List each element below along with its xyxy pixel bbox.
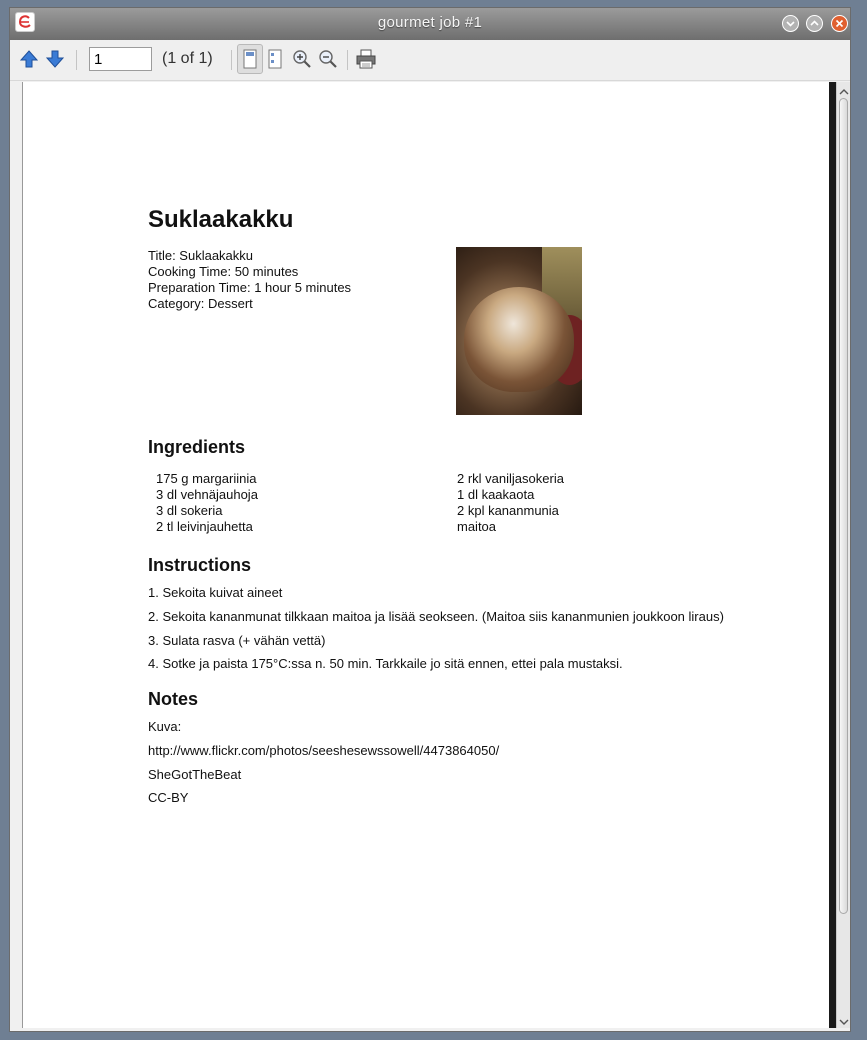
- ingredient-item: 175 g margariinia: [156, 471, 257, 486]
- instruction-step: 3. Sulata rasva (+ vähän vettä): [148, 633, 326, 648]
- zoom-in-icon: [292, 49, 312, 69]
- ingredient-item: 2 tl leivinjauhetta: [156, 519, 253, 534]
- title-bar[interactable]: [10, 8, 850, 40]
- note-line: CC-BY: [148, 790, 189, 805]
- maximize-button[interactable]: [806, 15, 823, 32]
- ingredients-heading: Ingredients: [148, 437, 246, 457]
- meta-category: Category: Dessert: [148, 296, 253, 311]
- ingredient-item: maitoa: [457, 519, 497, 534]
- instruction-step: 4. Sotke ja paista 175°C:ssa n. 50 min. Tarkkaile jo sitä ennen, ettei pala mustaksi.: [148, 656, 623, 671]
- ingredients-left-list: [156, 471, 258, 535]
- recipe-photo: [456, 247, 582, 415]
- instructions-heading: Instructions: [148, 555, 252, 575]
- toolbar: [10, 40, 850, 81]
- ingredient-item: 2 kpl kananmunia: [457, 503, 559, 518]
- ingredient-item: 1 dl kaakaota: [457, 487, 535, 502]
- print-button[interactable]: [355, 48, 377, 70]
- scroll-down-arrow-icon[interactable]: [839, 1014, 849, 1032]
- document-page: [22, 82, 829, 1028]
- toolbar-separator: [76, 50, 77, 70]
- toolbar-separator: [347, 50, 348, 70]
- zoom-in-button[interactable]: [291, 48, 313, 70]
- meta-title: Title: Suklaakakku: [148, 248, 254, 263]
- single-page-view-button[interactable]: [237, 44, 263, 74]
- previous-page-button[interactable]: [18, 48, 40, 70]
- ingredient-item: 3 dl sokeria: [156, 503, 223, 518]
- close-button[interactable]: [831, 15, 848, 32]
- ingredient-item: 2 rkl vaniljasokeria: [457, 471, 564, 486]
- ingredient-item: 3 dl vehnäjauhoja: [156, 487, 258, 502]
- note-link: http://www.flickr.com/photos/seeshesewssowell/4473864050/: [148, 743, 500, 758]
- page-count-label: (1 of 1): [162, 50, 213, 67]
- recipe-meta: [148, 248, 351, 312]
- arrow-down-icon: [46, 50, 64, 68]
- window-title: gourmet job #1: [377, 14, 483, 31]
- note-line: Kuva:: [148, 719, 182, 734]
- instruction-step: 1. Sekoita kuivat aineet: [148, 585, 283, 600]
- instruction-step: 2. Sekoita kananmunat tilkkaan maitoa ja lisää seokseen. (Maitoa siis kananmunien joukkoon liraus): [148, 609, 724, 624]
- continuous-page-icon: [267, 49, 285, 69]
- recipe-title: Suklaakakku: [148, 206, 294, 233]
- arrow-up-icon: [20, 50, 38, 68]
- continuous-view-button[interactable]: [265, 48, 287, 70]
- ingredients-right-list: [457, 471, 564, 535]
- print-icon: [356, 49, 376, 69]
- zoom-out-button[interactable]: [317, 48, 339, 70]
- next-page-button[interactable]: [44, 48, 66, 70]
- single-page-icon: [242, 49, 258, 69]
- zoom-out-icon: [318, 49, 338, 69]
- document-viewport[interactable]: [22, 82, 838, 1028]
- minimize-button[interactable]: [782, 15, 799, 32]
- notes-heading: Notes: [148, 689, 199, 709]
- print-preview-window: [9, 7, 851, 1032]
- meta-cooking-time: Cooking Time: 50 minutes: [148, 264, 299, 279]
- scrollbar-thumb[interactable]: [839, 98, 848, 914]
- toolbar-separator: [231, 50, 232, 70]
- meta-prep-time: Preparation Time: 1 hour 5 minutes: [148, 280, 352, 295]
- note-line: SheGotTheBeat: [148, 767, 242, 782]
- vertical-scrollbar[interactable]: [836, 82, 850, 1028]
- page-number-input[interactable]: [89, 47, 152, 71]
